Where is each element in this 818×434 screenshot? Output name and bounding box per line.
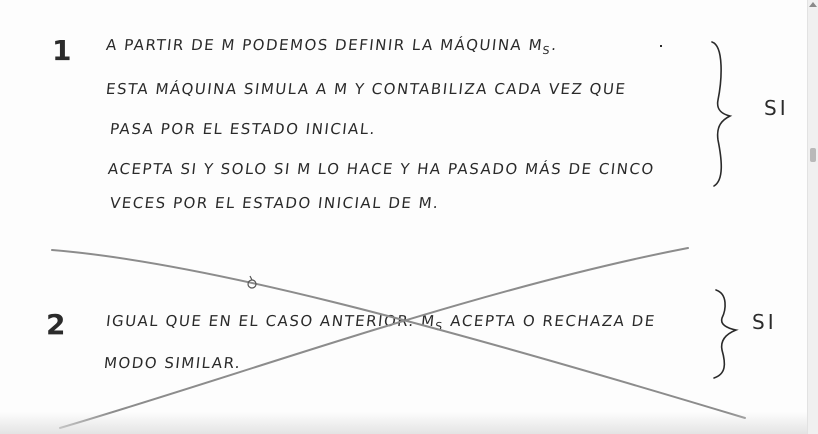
q1-line-1-text: A PARTIR DE M PODEMOS DEFINIR LA MÁQUINA M bbox=[105, 36, 545, 54]
q1-line-3: PASA POR EL ESTADO INICIAL. bbox=[109, 120, 378, 138]
question-2-answer: SI bbox=[752, 310, 777, 334]
q1-line-4: ACEPTA SI Y SOLO SI M LO HACE Y HA PASADO MÁS DE CINCO bbox=[107, 160, 656, 178]
q1-line-5: VECES POR EL ESTADO INICIAL DE M. bbox=[109, 194, 441, 212]
question-1-number: 1 bbox=[52, 34, 72, 67]
question-2-number: 2 bbox=[46, 308, 66, 341]
q1-line-2: ESTA MÁQUINA SIMULA A M Y CONTABILIZA CADA VEZ QUE bbox=[105, 80, 628, 98]
brace-question-2 bbox=[714, 290, 736, 378]
scroll-up-arrow-icon[interactable] bbox=[809, 2, 817, 7]
q2-line-1-subscript: S bbox=[434, 320, 445, 333]
scroll-thumb[interactable] bbox=[810, 148, 816, 162]
q2-line-2: MODO SIMILAR. bbox=[103, 354, 243, 372]
q1-line-1-tail: . bbox=[550, 36, 559, 54]
vertical-scrollbar[interactable] bbox=[807, 0, 818, 434]
q1-line-1-subscript: S bbox=[541, 44, 552, 57]
strike-line-descending bbox=[52, 250, 745, 418]
q2-line-1-post: ACEPTA O RECHAZA DE bbox=[443, 312, 657, 330]
question-1-answer: SI bbox=[764, 96, 789, 120]
strike-line-ascending bbox=[60, 248, 688, 428]
page-bottom-shadow bbox=[0, 412, 808, 434]
brace-question-1 bbox=[712, 42, 730, 186]
scribble-mark-tail bbox=[250, 276, 252, 280]
q2-line-1-pre: IGUAL QUE EN EL CASO ANTERIOR. M bbox=[105, 312, 437, 330]
